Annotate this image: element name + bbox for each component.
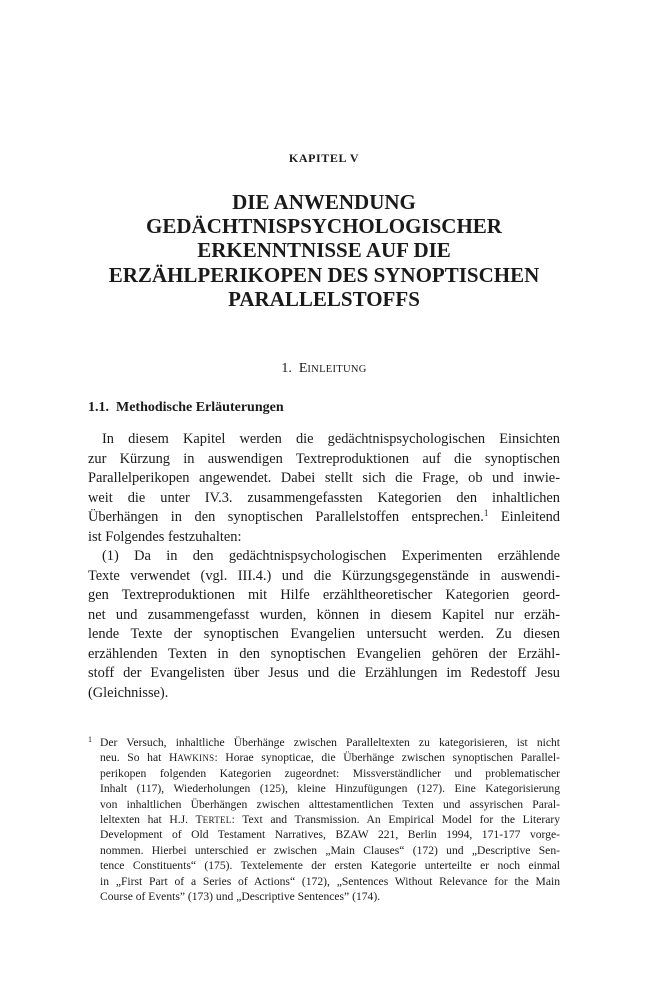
text-line: Parallelperikopen angewendet. Dabei stellt sich die Frage, ob und inwie- — [88, 470, 560, 486]
section-heading — [88, 361, 560, 377]
section-title-rest: INLEITUNG — [307, 364, 367, 375]
footnote-line: tence Constituents“ (175). Textelemente der ersten Kategorie unterteilte er noch einmal — [100, 859, 560, 873]
footnote-line: nommen. Hierbei unterschied er zwischen „Main Clauses“ (172) und „Descriptive Sen- — [100, 843, 560, 857]
text-line: zur Kürzung in auswendigen Textreproduktionen auf die synoptischen — [88, 450, 560, 467]
author-name-rest: AWKINS — [177, 753, 215, 764]
text-line: In diesem Kapitel werden die gedächtnispsychologischen Einsichten — [102, 431, 560, 447]
subsection-heading: 1.1. Methodische Erläuterungen — [88, 400, 284, 415]
footnote-segment: leltexten hat H.J. — [100, 812, 196, 826]
text-line: Texte verwendet (vgl. III.4.) und die Kürzungsgegenstände in auswendi- — [88, 567, 560, 584]
footnote-line: Inhalt (117), Wiederholungen (125), kleine Hinzufügungen (127). Eine Kategorisierung — [100, 782, 560, 796]
text-segment: Einleitend — [488, 509, 560, 525]
author-name-initial: T — [195, 812, 203, 826]
footnote-line: Course of Events” (173) und „Descriptive Sentences” (174). — [100, 889, 381, 903]
text-line — [88, 508, 560, 528]
chapter-title — [80, 190, 568, 311]
section-title-initial: E — [298, 361, 308, 376]
author-name-rest: ERTEL — [202, 814, 232, 825]
footnote-mark: 1 — [88, 735, 92, 744]
text-line: stoff der Evangelisten über Jesus und die Erzählungen im Redestoff Jesu — [88, 665, 560, 681]
text-line: net und zusammengefasst wurden, können in diesem Kapitel nur erzäh- — [88, 606, 560, 623]
footnote-line — [100, 812, 560, 827]
text-line: gen Textreproduktionen mit Hilfe erzähltheoretischer Kategorien geord- — [88, 587, 560, 603]
chapter-title-line: GEDÄCHTNISPSYCHOLOGISCHER — [146, 214, 502, 239]
footnote-line: von inhaltlichen Überhängen zwischen alttestamentlichen Texten und assyrischen Paral- — [100, 797, 560, 811]
chapter-title-line: ERZÄHLPERIKOPEN DES SYNOPTISCHEN — [108, 262, 540, 287]
footnote-segment: : Horae synopticae, die Überhänge zwischen synoptischen Parallel- — [214, 751, 560, 765]
author-name-initial: H — [169, 751, 178, 765]
footnote-line: perikopen folgenden Kategorien zugeordnet: Missverständlicher und problematischer — [100, 766, 560, 780]
text-line: lende Texte der synoptischen Evangelien untersucht werden. Zu diesen — [88, 626, 560, 642]
chapter-label: KAPITEL V — [288, 151, 360, 165]
footnote-segment: : Text and Transmission. An Empirical Model for the Literary — [231, 812, 561, 826]
footnote-line: Der Versuch, inhaltliche Überhänge zwischen Paralleltexten zu kategorisieren, ist nicht — [100, 736, 560, 749]
chapter-title-line: PARALLELSTOFFS — [228, 286, 420, 311]
chapter-title-line: ERKENNTNISSE AUF DIE — [197, 238, 451, 263]
section-number: 1. — [281, 361, 292, 376]
footnote-body — [100, 735, 560, 904]
chapter-title-line: DIE ANWENDUNG — [232, 190, 416, 214]
footnote-reference[interactable]: 1 — [483, 508, 489, 518]
text-line: (Gleichnisse). — [88, 684, 169, 701]
text-line: erzählenden Texten in den synoptischen Evangelien gehören der Erzähl- — [88, 645, 560, 662]
text-line: ist Folgendes festzuhalten: — [88, 528, 242, 545]
footnote-line: Development of Old Testament Narratives, BZAW 221, Berlin 1994, 171-177 vorge- — [100, 828, 560, 842]
footnote-line: in „First Part of a Series of Actions“ (172), „Sentences Without Relevance for the Main — [100, 874, 560, 888]
text-line: weit die unter IV.3. zusammengefassten Kategorien den inhaltlichen — [88, 489, 560, 506]
text-segment: Überhängen in den synoptischen Parallelstoffen entsprechen. — [88, 509, 484, 525]
footnote-segment: neu. So hat — [100, 751, 169, 765]
text-line: (1) Da in den gedächtnispsychologischen Experimenten erzählende — [102, 548, 560, 564]
body-text — [88, 430, 560, 703]
footnote-line — [100, 750, 560, 765]
